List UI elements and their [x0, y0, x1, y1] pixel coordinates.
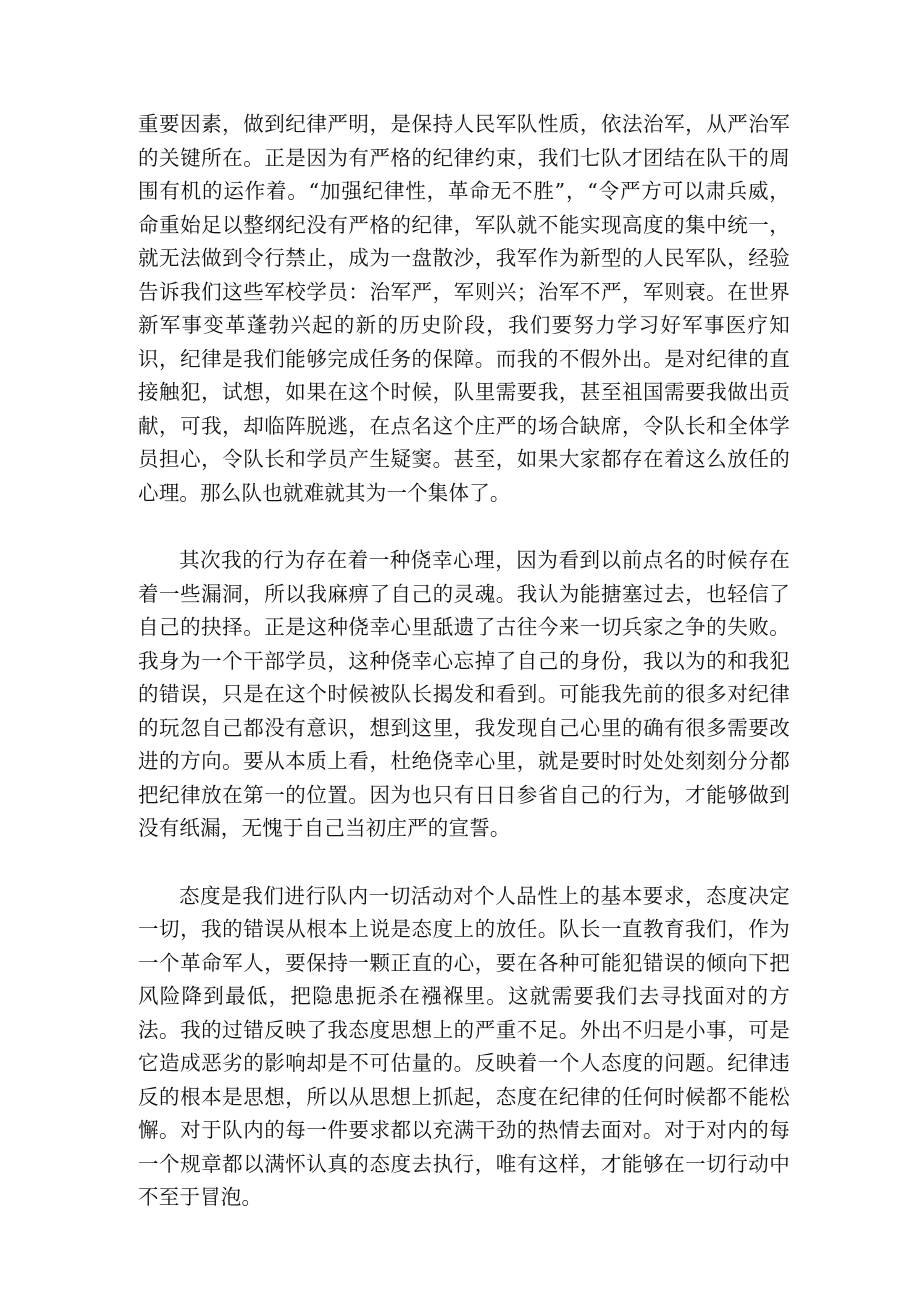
paragraph-2: 其次我的行为存在着一种侥幸心理，因为看到以前点名的时候存在着一些漏洞，所以我麻痹了自己的灵魂。我认为能搪塞过去，也轻信了自己的抉择。正是这种侥幸心里舐遗了古往今来一切兵家之争的失败。我身为一个干部学员，这种侥幸心忘掉了自己的身份，我以为的和我犯的错误，只是在这个时候被队长揭发和看到。可能我先前的很多对纪律的玩忽自己都没有意识，想到这里，我发现自己心里的确有很多需要改进的方向。要从本质上看，杜绝侥幸心里，就是要时时处处刻刻分分都把纪律放在第一的位置。因为也只有日日参省自己的行为，才能够做到没有纸漏，无愧于自己当初庄严的宣誓。: [138, 548, 790, 840]
document-body: [138, 108, 790, 1215]
paragraph-1: 重要因素，做到纪律严明，是保持人民军队性质，依法治军，从严治军的关键所在。正是因为有严格的纪律约束，我们七队才团结在队干的周围有机的运作着。“加强纪律性，革命无不胜”，“令严方可以肃兵威，命重始足以整纲纪没有严格的纪律，军队就不能实现高度的集中统一，就无法做到令行禁止，成为一盘散沙，我军作为新型的人民军队，经验告诉我们这些军校学员：治军严，军则兴；治军不严，军则衰。在世界新军事变革蓬勃兴起的新的历史阶段，我们要努力学习好军事医疗知识，纪律是我们能够完成任务的保障。而我的不假外出。是对纪律的直接触犯，试想，如果在这个时候，队里需要我，甚至祖国需要我做出贡献，可我，却临阵脱逃，在点名这个庄严的场合缺席，令队长和全体学员担心，令队长和学员产生疑窦。甚至，如果大家都存在着这么放任的心理。那么队也就难就其为一个集体了。: [138, 112, 790, 505]
paragraph-3: 态度是我们进行队内一切活动对个人品性上的基本要求，态度决定一切，我的错误从根本上说是态度上的放任。队长一直教育我们，作为一个革命军人，要保持一颗正直的心，要在各种可能犯错误的倾向下把风险降到最低，把隐患扼杀在襁褓里。这就需要我们去寻找面对的方法。我的过错反映了我态度思想上的严重不足。外出不归是小事，可是它造成恶劣的影响却是不可估量的。反映着一个人态度的问题。纪律违反的根本是思想，所以从思想上抓起，态度在纪律的任何时候都不能松懈。对于队内的每一件要求都以充满干劲的热情去面对。对于对内的每一个规章都以满怀认真的态度去执行，唯有这样，才能够在一切行动中不至于冒泡。: [138, 883, 790, 1209]
